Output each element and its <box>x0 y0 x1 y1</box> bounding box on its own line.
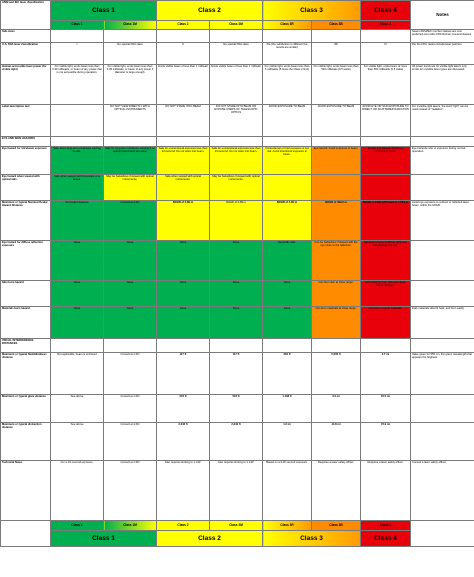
row-label: Label descriptive text <box>1 105 51 137</box>
table-cell: For visible light, emits beam less than 0.39 milliwatts, or beam of any power that is not accessible during operation. <box>51 65 104 105</box>
table-cell: None <box>104 281 157 307</box>
table-cell: Safe for unintentional exposure less than 1/4 second. Do not stare into beam. <box>210 147 263 175</box>
row-note: Value given for 555 nm, the green wavelength that appears the brightest. <box>411 353 474 395</box>
table-row <box>1 105 474 137</box>
table-cell: Generally safe. <box>263 241 312 281</box>
table-cell: Can burn skin at close range. <box>312 281 361 307</box>
table-cell: Consult an LSO <box>104 353 157 395</box>
table-cell: Consult an LSO <box>104 395 157 423</box>
table-cell: None <box>210 241 263 281</box>
table-cell: 117 ft <box>157 353 210 395</box>
table-cell: Can be hazardous if viewed with the eye close to the reflection. <box>312 241 361 281</box>
table-cell: For visible light, emits beam less than 0.39 milliwatts, or beam of any power if diameter is large enough. <box>104 65 157 105</box>
table-cell: Safe when viewed with optical instruments. <box>157 175 210 201</box>
table-cell: DO NOT STARE INTO BEAM OR EXPOSE USERS OF TELESCOPIC OPTICS <box>210 105 263 137</box>
table-cell: 1,168 ft <box>263 395 312 423</box>
table-cell: For a 1/4 second exposure. <box>51 461 104 521</box>
table-cell: Safe for long-term intrabeam viewing if no optical instruments are used. <box>104 147 157 175</box>
table-cell: None <box>157 307 210 339</box>
table-cell <box>210 30 263 43</box>
table-cell: AVOID EYE OR SKIN EXPOSURE TO DIRECT OR SCATTERED RADIATION <box>361 105 411 137</box>
table-cell: Safe when viewed with binoculars or a scope. <box>51 175 104 201</box>
table-cell: 1.0 mi <box>263 423 312 461</box>
row-label: U.S. FDA laser classification <box>1 43 51 65</box>
table-cell: NOHD of 499.0 m <box>312 201 361 241</box>
class-group-4: Class 4 <box>361 1 411 21</box>
table-cell: 3.7 mi <box>361 353 411 395</box>
table-cell: None <box>157 241 210 281</box>
table-row <box>1 281 474 307</box>
row-label: Maximum or typical flashblindness distance <box>1 353 51 395</box>
table-cell: AVOID EXPOSURE TO BEAM <box>263 105 312 137</box>
row-note <box>411 281 474 307</box>
table-cell: See above <box>51 423 104 461</box>
row-note: Consult a laser safety officer. <box>411 461 474 521</box>
table-row <box>1 175 474 201</box>
table-cell: 524 ft <box>157 395 210 423</box>
table-cell: Requires a laser safety officer. <box>361 461 411 521</box>
table-cell: Consult an LSO <box>104 201 157 241</box>
table-cell <box>263 175 312 201</box>
row-note: Per the FDA, lasers include laser pointers <box>411 43 474 65</box>
table-cell: None <box>51 281 104 307</box>
table-cell <box>157 30 210 43</box>
footer-class-group-4: Class 4 <box>361 531 411 547</box>
footer-subclass-1: Class 1 <box>51 521 104 531</box>
table-cell: IIIb <box>312 43 361 65</box>
table-row <box>1 241 474 281</box>
subclass-1m: Class 1M <box>104 21 157 30</box>
header-left-label: ANSI and IEC laser classification <box>1 1 51 30</box>
table-cell: Also requires limiting to 1 mW. <box>210 461 263 521</box>
table-cell <box>51 105 104 137</box>
row-label: Maximum or typical glare distance <box>1 395 51 423</box>
subclass-3b: Class 3B <box>312 21 361 30</box>
table-row <box>1 423 474 461</box>
table-cell: 16.5 mi <box>361 395 411 423</box>
table-cell: Can burn or ignite materials. <box>361 307 411 339</box>
table-cell: 5,000 ft <box>312 353 361 395</box>
table-cell: I <box>51 43 104 65</box>
table-row <box>1 43 474 65</box>
table-cell: None <box>263 307 312 339</box>
table-cell: Emits visible beam of less than 1 milliwatt <box>157 65 210 105</box>
footer-subclass-4: Class 4 <box>361 521 411 531</box>
table-cell <box>104 30 157 43</box>
table-cell: 262 ft <box>263 353 312 395</box>
subclass-2m: Class 2M <box>210 21 263 30</box>
table-cell <box>51 30 104 43</box>
table-cell: II <box>157 43 210 65</box>
table-cell: None <box>210 307 263 339</box>
table-row <box>1 461 474 521</box>
table-cell <box>263 30 312 43</box>
table-cell: Based on a 0.25 second exposure. <box>263 461 312 521</box>
table-row <box>1 353 474 395</box>
table-cell: NOHD of 4.99 m <box>263 201 312 241</box>
table-cell: None <box>51 241 104 281</box>
table-cell: Eye hazard. Avoid exposure to beam. <box>312 147 361 175</box>
table-cell: 3.3 mi <box>312 395 361 423</box>
table-cell: Consult an LSO <box>104 423 157 461</box>
table-cell: For visible light, emits beam of more than 500 milliwatts (0.5 watts) <box>361 65 411 105</box>
row-label: Human-accessible laser power (for visible light) <box>1 65 51 105</box>
table-cell <box>361 175 411 201</box>
footer-subclass-2: Class 2 <box>157 521 210 531</box>
footer-subclass-3r: Class 3R <box>263 521 312 531</box>
table-cell: Not applicable; beam is enclosed <box>51 353 104 395</box>
table-cell: None <box>104 307 157 339</box>
row-label: Eye hazard when viewed with optical aids <box>1 175 51 201</box>
table-cell: Consult an LSO <box>104 461 157 521</box>
row-note: Eye hazards refer to exposure during normal operation. <box>411 147 474 175</box>
table-cell: None <box>51 307 104 339</box>
table-cell: Can instantly burn skin and cause tissue damage. <box>361 281 411 307</box>
table-cell: See above <box>51 395 104 423</box>
table-cell: May be hazardous if viewed with optical instruments. <box>104 175 157 201</box>
row-note: Dark materials absorb heat, and burn easily. <box>411 307 474 339</box>
table-row <box>1 65 474 105</box>
row-note: All power levels are for visible light lasers only. Limits for invisible laser types are discussed. <box>411 65 474 105</box>
row-note <box>411 241 474 281</box>
table-cell <box>312 30 361 43</box>
footer-subclass-3b: Class 3B <box>312 521 361 531</box>
table-row <box>1 201 474 241</box>
table-cell: 117 ft <box>210 353 263 395</box>
section-title-visual: VISUAL INTERFERENCE DISTANCES <box>1 339 51 353</box>
table-cell: DO NOT VIEW DIRECTLY WITH OPTICAL INSTRUMENTS <box>104 105 157 137</box>
class-group-3: Class 3 <box>263 1 361 21</box>
table-cell: IV <box>361 43 411 65</box>
table-cell: No special FDA class <box>210 43 263 65</box>
row-note: For invisible-light lasers, the word "light" can be used instead of "radiation". <box>411 105 474 137</box>
table-cell: 73.9 mi <box>361 423 411 461</box>
table-cell: None <box>210 281 263 307</box>
table-cell: Can burn materials at close range. <box>312 307 361 339</box>
notes-header: Notes <box>411 1 474 30</box>
table-cell: For visible light, emits beam less than 500 milliwatts (0.5 watts) <box>312 65 361 105</box>
row-label: Sub-class <box>1 30 51 43</box>
row-label: Maximum or typical Nominal Ocular Hazard Distance <box>1 201 51 241</box>
section-title-eye-skin: EYE AND SKIN HAZARDS <box>1 137 51 147</box>
table-cell: AVOID EXPOSURE TO BEAM <box>312 105 361 137</box>
table-cell: 2,342 ft <box>157 423 210 461</box>
row-label: Technical Notes <box>1 461 51 521</box>
row-note <box>411 423 474 461</box>
table-cell <box>312 175 361 201</box>
table-cell: Emits visible beam of less than 1 milliwatt <box>210 65 263 105</box>
row-note <box>411 395 474 423</box>
table-cell: 14.8 mi <box>312 423 361 461</box>
row-note: Avoid eye exposure to a direct or reflected laser beam, within the NOHD. <box>411 201 474 241</box>
table-row <box>1 307 474 339</box>
footer-class-group-2: Class 2 <box>157 531 263 547</box>
table-cell: None <box>104 241 157 281</box>
table-row <box>1 147 474 175</box>
section-row <box>1 137 474 147</box>
row-label: Eye hazard for diffuse reflection exposure <box>1 241 51 281</box>
table-row <box>1 395 474 423</box>
subclass-2: Class 2 <box>157 21 210 30</box>
table-cell: Requires a laser safety officer. <box>312 461 361 521</box>
footer-class-group-1: Class 1 <box>51 531 157 547</box>
row-label: Eye hazard for intrabeam exposure <box>1 147 51 175</box>
row-label: Skin burn hazard <box>1 281 51 307</box>
subclass-3r: Class 3R <box>263 21 312 30</box>
subclass-4: Class 4 <box>361 21 411 30</box>
table-cell: For visible light, emits beam less than 5 milliwatts (5 times the Class 2 limit) <box>263 65 312 105</box>
row-note <box>411 175 474 201</box>
table-cell: Also requires limiting to 1 mW. <box>157 461 210 521</box>
table-cell: No special FDA class <box>104 43 157 65</box>
table-cell: Severe eye hazard. Avoid eye exposure to beam. <box>361 147 411 175</box>
table-cell: None <box>263 281 312 307</box>
table-cell: May be hazardous if viewed with optical instruments. <box>210 175 263 201</box>
row-label: Materials burn hazard <box>1 307 51 339</box>
table-cell: Safe. Even long-term intrabeam viewing is safe. <box>51 147 104 175</box>
table-cell: NOHD of 0.89 m <box>157 201 210 241</box>
table-cell: DO NOT STARE INTO BEAM <box>157 105 210 137</box>
table-cell: Safe for unintentional exposure less than 1/4 second. Do not stare into beam. <box>157 147 210 175</box>
class-group-2: Class 2 <box>157 1 263 21</box>
table-cell <box>361 30 411 43</box>
table-cell: None <box>157 281 210 307</box>
table-cell: Unintentional or brief exposure is low risk. Avoid intentional exposure to beam. <box>263 147 312 175</box>
table-cell: NOHD of 1000 mW beam is 1,581 m <box>361 201 411 241</box>
table-cell: 524 ft <box>210 395 263 423</box>
class-group-1: Class 1 <box>51 1 157 21</box>
subclass-1: Class 1 <box>51 21 104 30</box>
footer-class-group-3: Class 3 <box>263 531 361 547</box>
table-cell: NOHD of 0.89 m <box>210 201 263 241</box>
row-note: Newer ANSI/IEC number classes are now preferred over older FDA Roman numeral classes <box>411 30 474 43</box>
section-row <box>1 339 474 353</box>
footer-subclass-2m: Class 2M <box>210 521 263 531</box>
footer-subclass-1m: Class 1M <box>104 521 157 531</box>
table-cell: IIIa (the subdivision is different but results are similar) <box>263 43 312 65</box>
table-row <box>1 30 474 43</box>
table-cell: 2,342 ft <box>210 423 263 461</box>
table-cell: Hazardous. Even a diffuse reflection can damage the eye. <box>361 241 411 281</box>
table-cell: No hazard distance <box>51 201 104 241</box>
row-label: Maximum or typical distraction distance <box>1 423 51 461</box>
